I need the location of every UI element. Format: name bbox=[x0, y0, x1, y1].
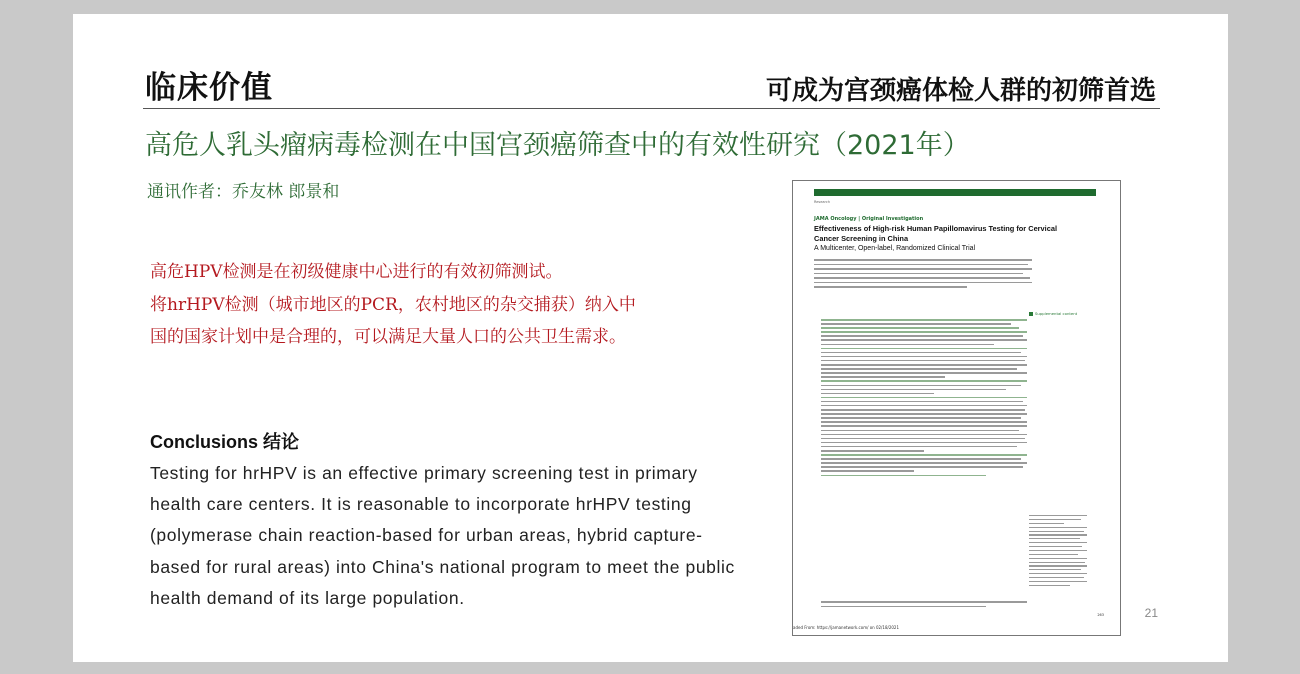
paper-author-list bbox=[814, 259, 1032, 291]
page-number: 21 bbox=[1144, 606, 1158, 620]
conclusions-heading bbox=[150, 428, 299, 454]
supplemental-content-link: Supplemental content bbox=[1029, 311, 1077, 316]
download-note: aded From: https://jamanetwork.com/ on 02/18/2021 bbox=[793, 625, 900, 630]
conclusions-heading-en: Conclusions bbox=[150, 432, 259, 452]
slide bbox=[73, 14, 1228, 662]
finding-line: 国的国家计划中是合理的，可以满足大量人口的公共卫生需求。 bbox=[150, 327, 626, 347]
journal-color-bar bbox=[814, 189, 1096, 196]
section-title: 临床价值 bbox=[145, 70, 273, 106]
supplement-icon bbox=[1029, 312, 1033, 316]
finding-line: 高危HPV检测是在初级健康中心进行的有效初筛测试。 bbox=[150, 262, 563, 282]
finding-line: 将hrHPV检测（城市地区的PCR，农村地区的杂交捕获）纳入中 bbox=[150, 294, 636, 315]
paper-thumbnail bbox=[792, 180, 1121, 636]
slide-headline: 可成为宫颈癌体检人群的初筛首选 bbox=[765, 76, 1156, 106]
paper-section: Research bbox=[814, 200, 831, 204]
paper-journal: JAMA Oncology | Original Investigation bbox=[814, 216, 924, 222]
author-affiliations bbox=[1029, 515, 1087, 589]
paper-title: Effectiveness of High-risk Human Papillomavirus Testing for Cervical Cancer Screening in China bbox=[814, 224, 1057, 243]
paper-page-number: 263 bbox=[1097, 613, 1104, 617]
paper-citation bbox=[821, 601, 1027, 610]
conclusions-heading-cn: 结论 bbox=[263, 432, 300, 453]
paper-abstract bbox=[821, 319, 1027, 479]
paper-subtitle: A Multicenter, Open-label, Randomized Clinical Trial bbox=[814, 245, 976, 252]
findings-text bbox=[150, 256, 636, 354]
conclusions-body: Testing for hrHPV is an effective primary screening test in primary health care centers. It is reasonable to incorporate hrHPV testing (polymerase chain reaction-based for urban areas, hybrid capture-based for rural areas) into China's national program to meet the public health demand of its large population. bbox=[150, 463, 735, 608]
corresponding-authors: 通讯作者：乔友林 郎景和 bbox=[147, 182, 340, 202]
study-title: 高危人乳头瘤病毒检测在中国宫颈癌筛查中的有效性研究（2021年） bbox=[145, 130, 970, 161]
header-divider bbox=[143, 108, 1160, 109]
